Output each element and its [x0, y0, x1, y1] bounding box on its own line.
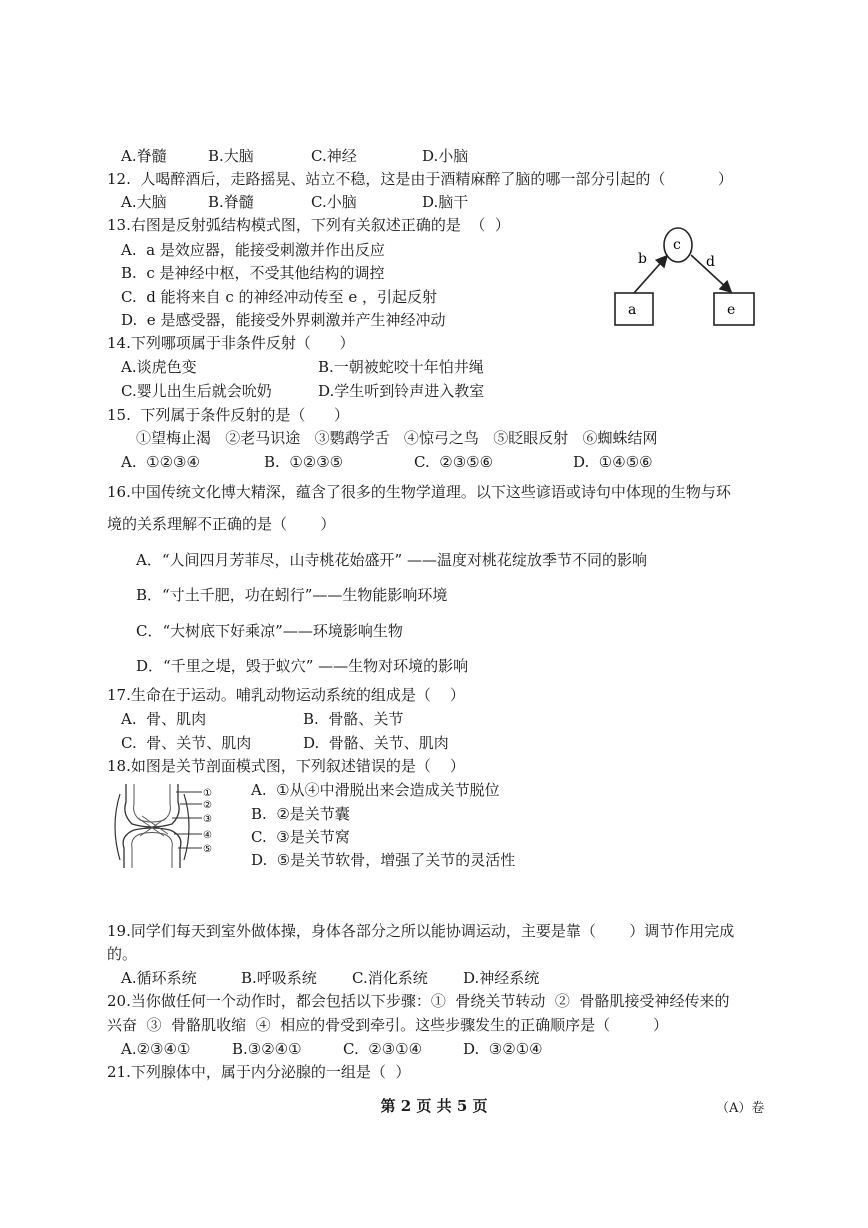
node-c-label: c — [673, 237, 681, 253]
q16-stem-line1: 16.中国传统文化博大精深，蕴含了很多的生物学道理。以下这些谚语或诗句中体现的生物与环 — [107, 483, 731, 501]
q12-stem: 12. 人喝醉酒后，走路摇晃、站立不稳，这是由于酒精麻醉了脑的哪一部分引起的（ ） — [107, 170, 733, 188]
q15-choice-d: D. ①④⑤⑥ — [573, 453, 653, 471]
q20-choice-d: D. ③②①④ — [463, 1040, 543, 1058]
q20-stem-line2: 兴奋 ③ 骨骼肌收缩 ④ 相应的骨受到牵引。这些步骤发生的正确顺序是（ ） — [107, 1016, 669, 1034]
q15-choice-b: B. ①②③⑤ — [264, 453, 344, 471]
joint-label-4: ④ — [203, 830, 212, 841]
q17-choice-b: B. 骨骼、关节 — [303, 710, 404, 728]
node-e-label: e — [727, 302, 736, 318]
q19-choice-b: B.呼吸系统 — [241, 969, 317, 987]
q18-choice-b: B. ②是关节囊 — [251, 805, 350, 823]
q12-choice-a: A.大脑 — [121, 193, 167, 211]
q17-stem: 17.生命在于运动。哺乳动物运动系统的组成是（ ） — [107, 686, 465, 704]
node-a-label: a — [628, 302, 637, 318]
q11-choice-d: D.小脑 — [422, 147, 469, 165]
q14-choice-c: C.婴儿出生后就会吮奶 — [121, 382, 272, 400]
q19-choice-c: C.消化系统 — [352, 969, 428, 987]
q14-choice-b: B.一朝被蛇咬十年怕井绳 — [318, 358, 484, 376]
q12-choice-d: D.脑干 — [422, 193, 469, 211]
q16-choice-a: A．“人间四月芳菲尽，山寺桃花始盛开” ——温度对桃花绽放季节不同的影响 — [136, 551, 647, 569]
q11-choice-c: C.神经 — [311, 147, 357, 165]
q19-stem-line1: 19.同学们每天到室外做体操，身体各部分之所以能协调运动，主要是靠（ ）调节作用完成 — [107, 922, 735, 940]
q14-stem: 14.下列哪项属于非条件反射（ ） — [107, 334, 355, 352]
q16-choice-c: C．“大树底下好乘凉”——环境影响生物 — [136, 622, 403, 640]
q15-stem: 15. 下列属于条件反射的是（ ） — [107, 406, 350, 424]
q15-choice-c: C. ②③⑤⑥ — [414, 453, 494, 471]
q11-choice-a: A.脊髓 — [121, 147, 167, 165]
q20-choice-a: A.②③④① — [121, 1040, 191, 1058]
q16-stem-line2: 境的关系理解不正确的是（ ） — [107, 515, 336, 533]
q17-choice-d: D. 骨骼、关节、肌肉 — [303, 734, 449, 752]
q13-choice-a: A. a 是效应器，能接受刺激并作出反应 — [121, 241, 385, 259]
q15-items: ①望梅止渴 ②老马识途 ③鹦鹉学舌 ④惊弓之鸟 ⑤眨眼反射 ⑥蜘蛛结网 — [136, 429, 658, 447]
q12-choice-c: C.小脑 — [311, 193, 357, 211]
reflex-arc-figure — [608, 225, 778, 330]
q18-choice-a: A. ①从④中滑脱出来会造成关节脱位 — [251, 781, 500, 799]
q17-choice-a: A. 骨、肌肉 — [121, 710, 207, 728]
q20-choice-b: B.③②④① — [232, 1040, 302, 1058]
q21-stem: 21.下列腺体中，属于内分泌腺的一组是（ ） — [107, 1063, 411, 1081]
arrow-b-label: b — [638, 251, 647, 267]
q17-choice-c: C. 骨、关节、肌肉 — [121, 734, 252, 752]
q13-stem: 13.右图是反射弧结构模式图，下列有关叙述正确的是 （ ） — [107, 216, 510, 234]
joint-label-5: ⑤ — [203, 844, 212, 855]
joint-label-1: ① — [203, 788, 212, 799]
q19-choice-d: D.神经系统 — [463, 969, 540, 987]
q14-choice-d: D.学生听到铃声进入教室 — [318, 382, 485, 400]
q14-choice-a: A.谈虎色变 — [121, 358, 197, 376]
paper-version: （A）卷 — [716, 1101, 765, 1116]
q20-stem-line1: 20.当你做任何一个动作时，都会包括以下步骤：① 骨绕关节转动 ② 骨骼肌接受神经传来的 — [107, 992, 730, 1010]
q18-choice-c: C. ③是关节窝 — [251, 828, 350, 846]
q13-choice-b: B. c 是神经中枢，不受其他结构的调控 — [121, 264, 385, 282]
q12-choice-b: B.脊髓 — [208, 193, 254, 211]
q15-choice-a: A. ①②③④ — [121, 453, 200, 471]
q18-choice-d: D. ⑤是关节软骨，增强了关节的灵活性 — [251, 851, 516, 869]
page-number: 第 2 页 共 5 页 — [380, 1097, 488, 1115]
q20-choice-c: C. ②③①④ — [343, 1040, 423, 1058]
q18-stem: 18.如图是关节剖面模式图，下列叙述错误的是（ ） — [107, 757, 465, 775]
q13-choice-d: D. e 是感受器，能接受外界刺激并产生神经冲动 — [121, 311, 446, 329]
joint-section-figure — [108, 780, 218, 872]
q13-choice-c: C. d 能将来自 c 的神经冲动传至 e ，引起反射 — [121, 288, 437, 306]
q11-choice-b: B.大脑 — [208, 147, 254, 165]
arrow-d-label: d — [706, 254, 715, 270]
joint-label-2: ② — [203, 800, 212, 811]
joint-label-3: ③ — [203, 814, 212, 825]
q19-stem-line2: 的。 — [107, 945, 138, 963]
q19-choice-a: A.循环系统 — [121, 969, 197, 987]
q16-choice-b: B．“寸土千肥，功在蚓行”——生物能影响环境 — [136, 586, 448, 604]
q16-choice-d: D．“千里之堤，毁于蚁穴” ——生物对环境的影响 — [136, 657, 469, 675]
